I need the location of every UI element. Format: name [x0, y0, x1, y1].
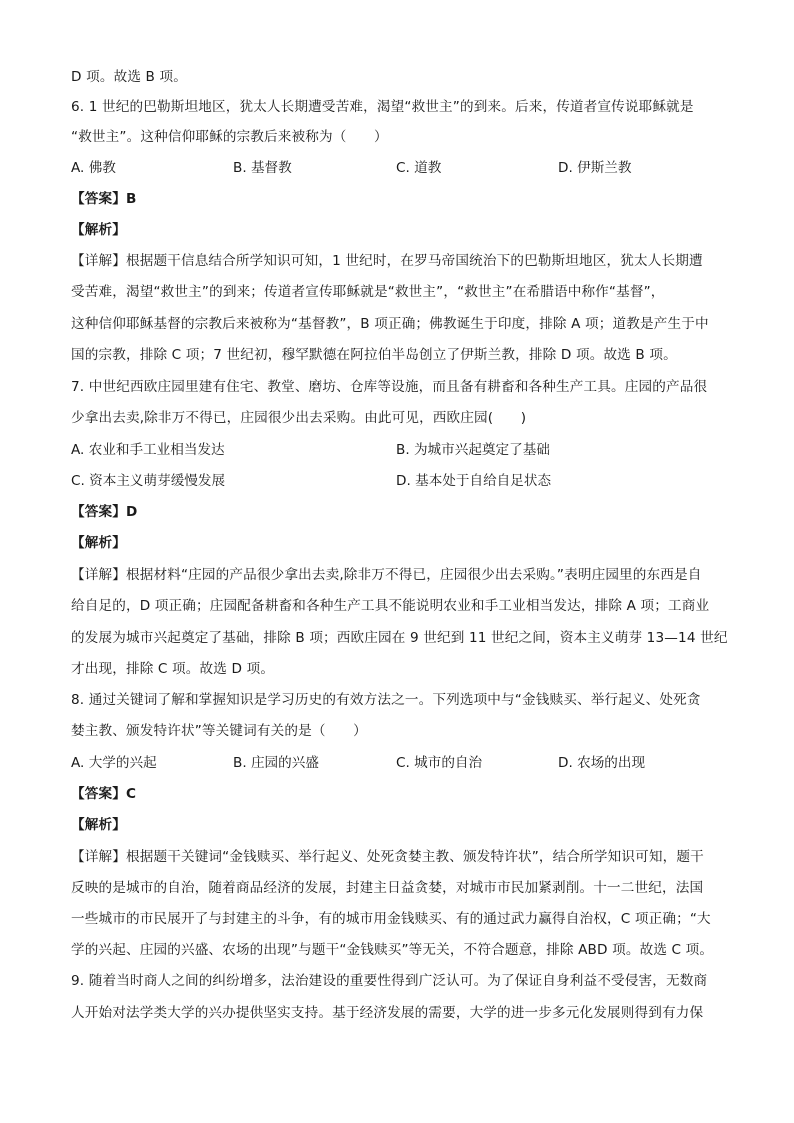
question-6-option-d: D. 伊斯兰教 — [558, 160, 632, 176]
question-8-option-c: C. 城市的自治 — [396, 755, 483, 771]
question-6-option-b: B. 基督教 — [233, 160, 292, 176]
text-line: D 项。故选 B 项。 — [71, 69, 187, 85]
question-7-explanation: 给自足的，D 项正确；庄园配备耕畜和各种生产工具不能说明农业和手工业相当发达，排除 A 项；工商业 — [71, 598, 710, 614]
question-6-analysis-heading: 【解析】 — [71, 222, 126, 238]
question-6-option-c: C. 道教 — [396, 160, 442, 176]
question-8-analysis-heading: 【解析】 — [71, 817, 126, 833]
question-6-answer: 【答案】B — [71, 191, 137, 207]
question-8-explanation: 学的兴起、庄园的兴盛、农场的出现”与题干“金钱赎买”等无关，不符合题意，排除 ABD 项。故选 C 项。 — [71, 942, 714, 958]
question-8-explanation: 一些城市的市民展开了与封建主的斗争，有的城市用金钱赎买、有的通过武力赢得自治权，C 项正确；“大 — [71, 911, 711, 927]
question-7-answer: 【答案】D — [71, 504, 138, 520]
question-6-stem: 6. 1 世纪的巴勒斯坦地区，犹太人长期遭受苦难，渴望“救世主”的到来。后来，传道者宣传说耶稣就是 — [71, 99, 694, 115]
question-6-explanation: 这种信仰耶稣基督的宗教后来被称为“基督教”，B 项正确；佛教诞生于印度，排除 A 项；道教是产生于中 — [71, 316, 709, 332]
question-7-option-d: D. 基本处于自给自足状态 — [396, 473, 552, 489]
question-7-stem: 7. 中世纪西欧庄园里建有住宅、教堂、磨坊、仓库等设施，而且备有耕畜和各种生产工具。庄园的产品很 — [71, 379, 708, 395]
question-8-answer: 【答案】C — [71, 786, 137, 802]
question-6-option-a: A. 佛教 — [71, 160, 116, 176]
question-8-option-d: D. 农场的出现 — [558, 755, 646, 771]
question-7-explanation: 的发展为城市兴起奠定了基础，排除 B 项；西欧庄园在 9 世纪到 11 世纪之间，资本主义萌芽 13—14 世纪 — [71, 630, 728, 646]
question-9-stem: 9. 随着当时商人之间的纠纷增多，法治建设的重要性得到广泛认可。为了保证自身利益不受侵害，无数商 — [71, 973, 708, 989]
question-7-option-b: B. 为城市兴起奠定了基础 — [396, 442, 550, 458]
question-6-stem: “救世主”。这种信仰耶稣的宗教后来被称为（ ） — [71, 129, 388, 145]
question-8-explanation: 反映的是城市的自治，随着商品经济的发展，封建主日益贪婪，对城市市民加紧剥削。十一二世纪，法国 — [71, 880, 704, 896]
question-7-option-a: A. 农业和手工业相当发达 — [71, 442, 225, 458]
question-9-stem: 人开始对法学类大学的兴办提供坚实支持。基于经济发展的需要，大学的进一步多元化发展则得到有力保 — [71, 1005, 704, 1021]
question-8-option-b: B. 庄园的兴盛 — [233, 755, 319, 771]
question-7-explanation: 才出现，排除 C 项。故选 D 项。 — [71, 661, 275, 677]
question-7-analysis-heading: 【解析】 — [71, 535, 126, 551]
question-6-explanation: 受苦难，渴望“救世主”的到来；传道者宣传耶稣就是“救世主”，“救世主”在希腊语中称作“基督”， — [71, 284, 665, 300]
question-6-explanation: 国的宗教，排除 C 项；7 世纪初，穆罕默德在阿拉伯半岛创立了伊斯兰教，排除 D 项。故选 B 项。 — [71, 347, 677, 363]
question-8-stem: 8. 通过关键词了解和掌握知识是学习历史的有效方法之一。下列选项中与“金钱赎买、举行起义、处死贪 — [71, 692, 701, 708]
question-7-option-c: C. 资本主义萌芽缓慢发展 — [71, 473, 226, 489]
question-8-stem: 婪主教、颁发特许状”等关键词有关的是（ ） — [71, 723, 367, 739]
question-8-explanation: 【详解】根据题干关键词“金钱赎买、举行起义、处死贪婪主教、颁发特许状”，结合所学知识可知，题干 — [71, 849, 704, 865]
question-6-explanation: 【详解】根据题干信息结合所学知识可知，1 世纪时，在罗马帝国统治下的巴勒斯坦地区，犹太人长期遭 — [71, 253, 703, 269]
question-7-explanation: 【详解】根据材料“庄园的产品很少拿出去卖,除非万不得已，庄园很少出去采购。”表明庄园里的东西是自 — [71, 567, 702, 583]
question-7-stem: 少拿出去卖,除非万不得已，庄园很少出去采购。由此可见，西欧庄园( ) — [71, 410, 527, 426]
question-8-option-a: A. 大学的兴起 — [71, 755, 157, 771]
